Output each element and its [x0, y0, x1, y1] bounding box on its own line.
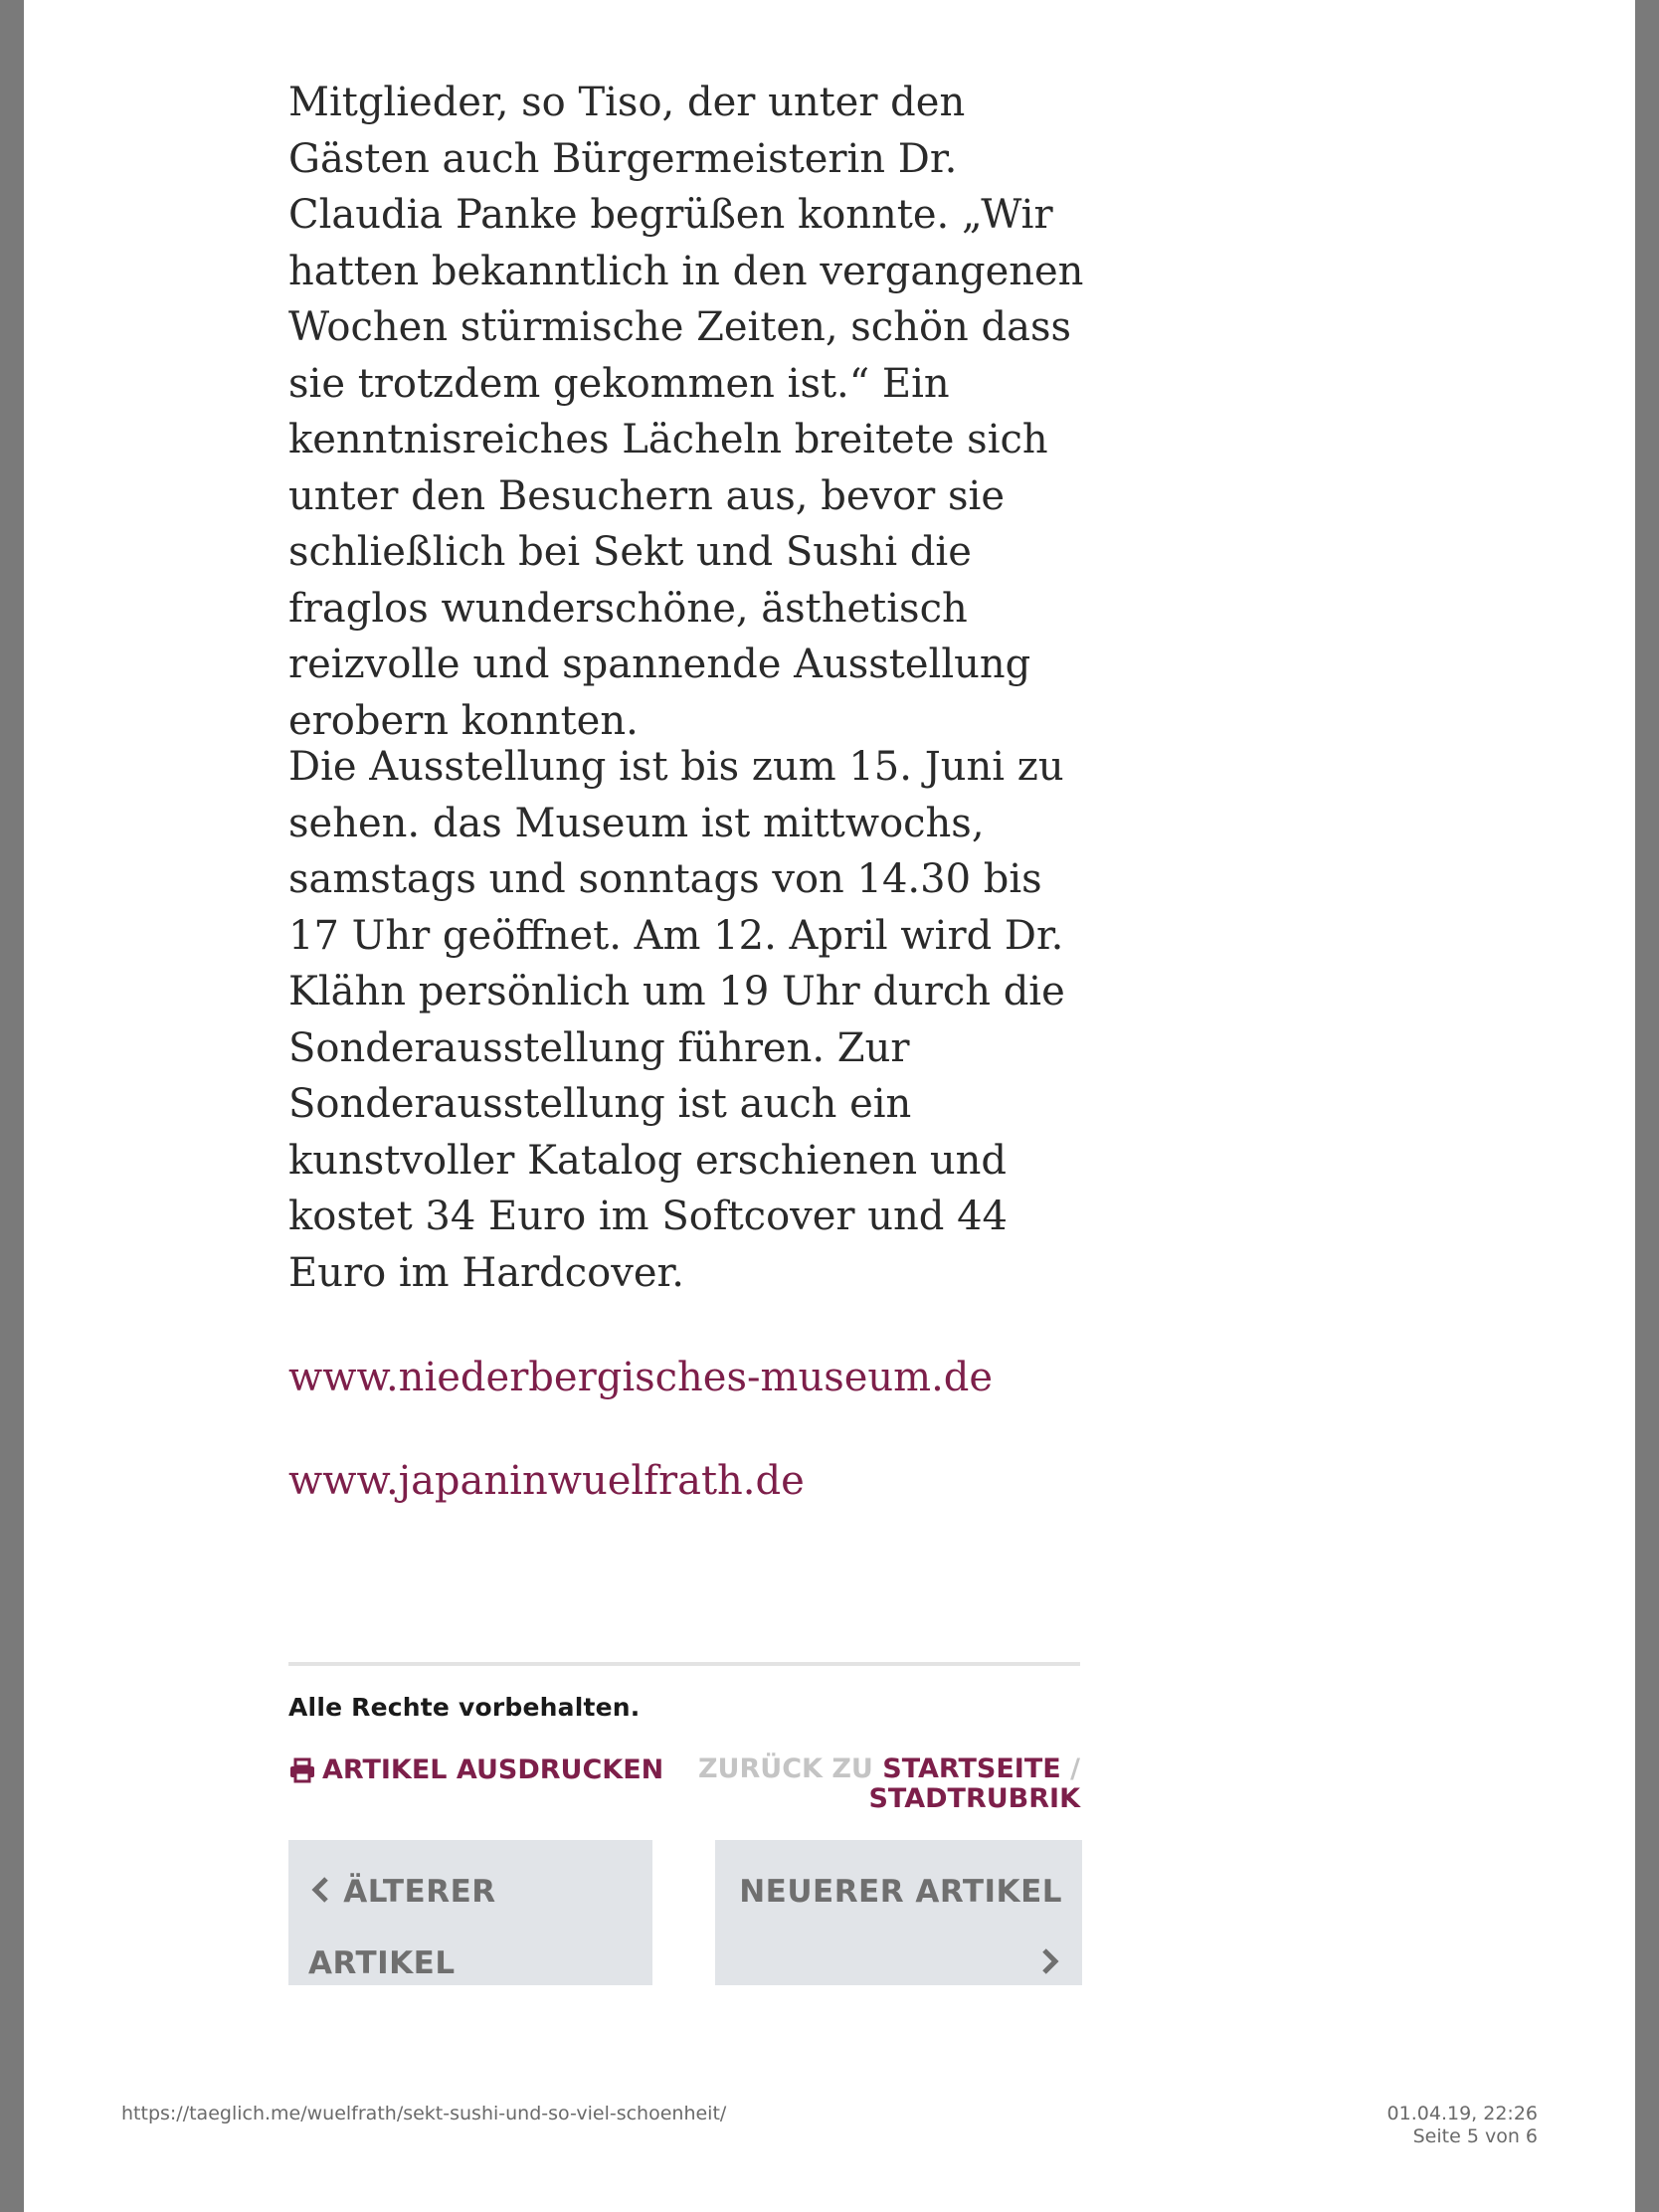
printer-icon [288, 1756, 316, 1784]
print-footer-datetime: 01.04.19, 22:26 [1386, 2103, 1538, 2124]
divider [288, 1662, 1080, 1666]
museum-website-link[interactable]: www.niederbergisches-museum.de [288, 1355, 994, 1400]
back-separator: / [1070, 1753, 1080, 1784]
print-article-label: ARTIKEL AUSDRUCKEN [322, 1754, 664, 1785]
chevron-left-icon [308, 1875, 332, 1905]
print-footer-meta [1387, 2103, 1538, 2148]
chevron-right-icon [1038, 1946, 1062, 1976]
japan-website-link[interactable]: www.japaninwuelfrath.de [288, 1458, 805, 1504]
back-prefix: ZURÜCK ZU [697, 1753, 873, 1784]
article-paragraph: Die Ausstellung ist bis zum 15. Juni zu sehen. das Museum ist mittwochs, samstags und sonntags von 14.30 bis 17 Uhr geöffnet. Am 12. April wird Dr. Klähn persönlich um 19 Uhr durch die Sonderausstellung führen. Zur Sonderausstellung ist auch ein kunstvoller Katalog erschienen und kostet 34 Euro im Softcover und 44 Euro im Hardcover. [288, 744, 1065, 1296]
back-navigation [698, 1754, 1080, 1814]
copyright-notice: Alle Rechte vorbehalten. [288, 1693, 641, 1722]
back-home-link[interactable]: STARTSEITE [882, 1753, 1061, 1784]
print-footer-url: https://taeglich.me/wuelfrath/sekt-sushi-und-so-viel-schoenheit/ [121, 2103, 727, 2124]
back-section-link[interactable]: STADTRUBRIK [868, 1783, 1080, 1814]
older-article-button[interactable] [288, 1840, 652, 1985]
print-footer-page: Seite 5 von 6 [1412, 2125, 1538, 2147]
newer-article-label: NEUERER ARTIKEL [739, 1874, 1062, 1910]
print-article-link[interactable] [288, 1754, 663, 1785]
older-article-label: ARTIKEL [308, 1945, 456, 1981]
print-page [24, 0, 1635, 2212]
newer-article-button[interactable] [715, 1840, 1082, 1985]
article-paragraph: Mitglieder, so Tiso, der unter den Gästen auch Bürgermeisterin Dr. Claudia Panke begrüßen konnte. „Wir hatten bekanntlich in den vergangenen Wochen stürmische Zeiten, schön dass sie trotzdem gekommen ist.“ Ein kenntnisreiches Lächeln breitete sich unter den Besuchern aus, bevor sie schließlich bei Sekt und Sushi die fraglos wunderschöne, ästhetisch reizvolle und spannende Ausstellung erobern konnten. [288, 80, 1084, 744]
older-article-label: ÄLTERER [343, 1874, 496, 1910]
